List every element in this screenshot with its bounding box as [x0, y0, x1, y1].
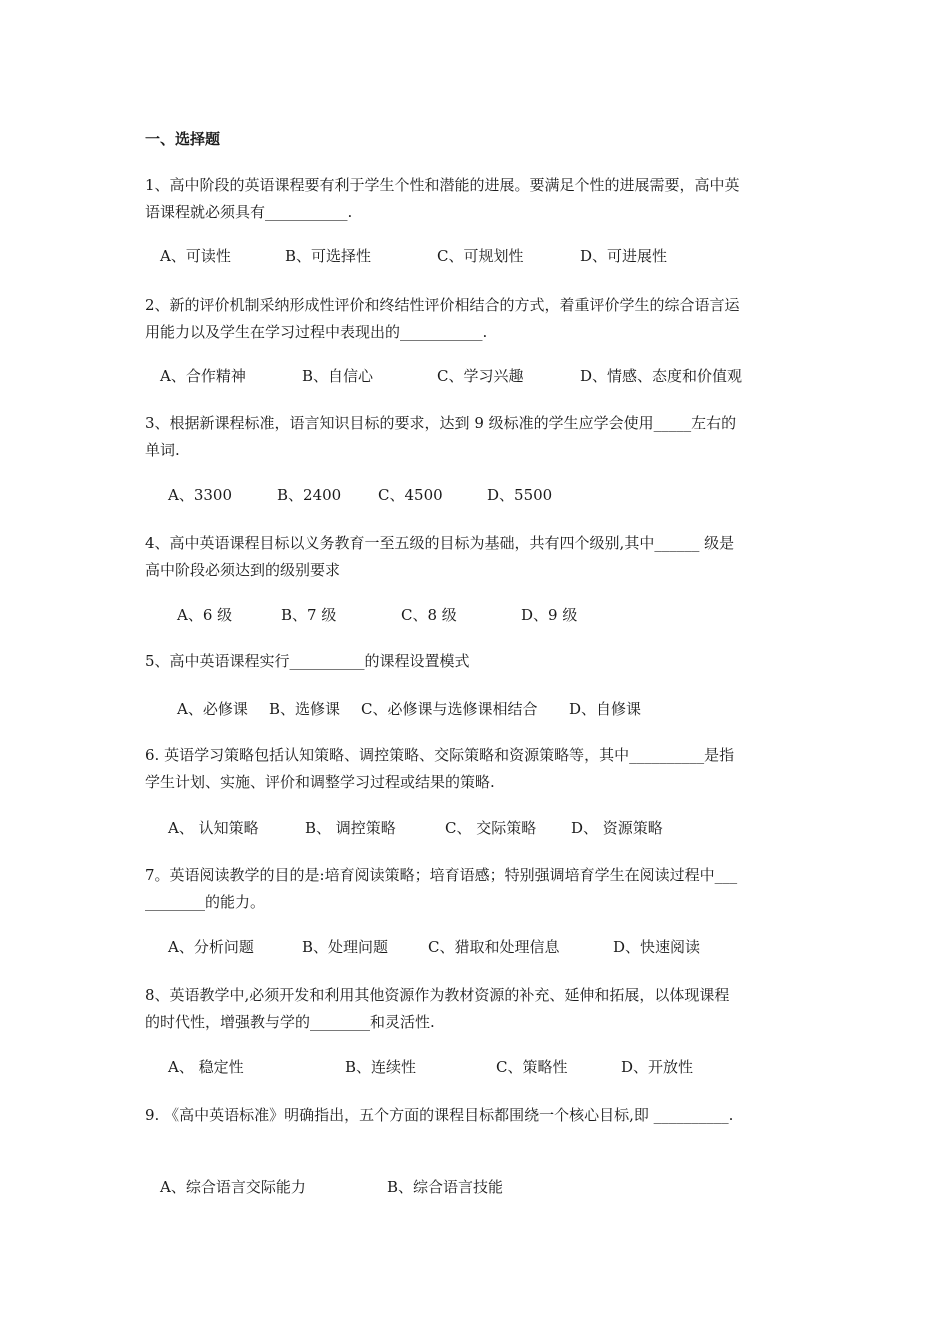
question-7 — [145, 862, 815, 916]
option-b[interactable]: B、7 级 — [281, 606, 337, 624]
question-5 — [145, 648, 815, 675]
question-text-line: 的时代性，增强教与学的________和灵活性. — [145, 1013, 435, 1031]
option-d[interactable]: D、自修课 — [569, 700, 642, 718]
option-b[interactable]: B、处理问题 — [302, 938, 389, 956]
option-a[interactable]: A、合作精神 — [160, 367, 246, 385]
question-text-line: 2、新的评价机制采纳形成性评价和终结性评价相结合的方式，着重评价学生的综合语言运 — [145, 296, 740, 314]
option-d[interactable]: D、快速阅读 — [613, 938, 701, 956]
option-a[interactable]: A、可读性 — [160, 247, 231, 265]
section-title: 一、选择题 — [145, 130, 221, 148]
option-b[interactable]: B、综合语言技能 — [387, 1178, 504, 1196]
option-b[interactable]: B、可选择性 — [285, 247, 372, 265]
question-text-line: 4、高中英语课程目标以义务教育一至五级的目标为基础，共有四个级别,其中______ 级是 — [145, 534, 735, 552]
option-b[interactable]: B、选修课 — [269, 700, 341, 718]
question-text-line: 5、高中英语课程实行__________的课程设置模式 — [145, 652, 470, 670]
option-c[interactable]: C、必修课与选修课相结合 — [361, 700, 538, 718]
question-1 — [145, 172, 815, 226]
option-c[interactable]: C、4500 — [378, 486, 443, 504]
question-6 — [145, 742, 815, 796]
option-d[interactable]: D、可进展性 — [580, 247, 668, 265]
option-a[interactable]: A、3300 — [168, 486, 233, 504]
option-a[interactable]: A、必修课 — [177, 700, 248, 718]
option-c[interactable]: C、猎取和处理信息 — [428, 938, 560, 956]
question-text-line: 1、高中阶段的英语课程要有利于学生个性和潜能的进展。要满足个性的进展需要，高中英 — [145, 176, 740, 194]
question-text-line: 8、英语教学中,必须开发和利用其他资源作为教材资源的补充、延伸和拓展，以体现课程 — [145, 986, 730, 1004]
question-text-line: 3、根据新课程标准，语言知识目标的要求，达到 9 级标准的学生应学会使用_____左右的 — [145, 414, 737, 432]
question-text-line: 高中阶段必须达到的级别要求 — [145, 561, 341, 579]
option-b[interactable]: B、2400 — [277, 486, 342, 504]
option-d[interactable]: D、9 级 — [521, 606, 578, 624]
option-a[interactable]: A、 认知策略 — [168, 819, 259, 837]
question-text-line: ________的能力。 — [145, 893, 266, 911]
option-d[interactable]: D、开放性 — [621, 1058, 694, 1076]
option-d[interactable]: D、情感、态度和价值观 — [580, 367, 743, 385]
question-text-line: 用能力以及学生在学习过程中表现出的___________. — [145, 323, 488, 341]
question-2 — [145, 292, 815, 346]
option-c[interactable]: C、策略性 — [496, 1058, 568, 1076]
question-4 — [145, 530, 815, 584]
option-b[interactable]: B、 调控策略 — [305, 819, 396, 837]
option-d[interactable]: D、 资源策略 — [571, 819, 663, 837]
option-d[interactable]: D、5500 — [487, 486, 553, 504]
question-text-line: 学生计划、实施、评价和调整学习过程或结果的策略. — [145, 773, 495, 791]
option-b[interactable]: B、连续性 — [345, 1058, 417, 1076]
option-b[interactable]: B、自信心 — [302, 367, 374, 385]
question-text-line: 单词. — [145, 441, 180, 459]
option-c[interactable]: C、 交际策略 — [445, 819, 537, 837]
question-text-line: 语课程就必须具有___________. — [145, 203, 353, 221]
option-c[interactable]: C、可规划性 — [437, 247, 524, 265]
question-text-line: 9. 《高中英语标准》明确指出，五个方面的课程目标都围绕一个核心目标,即 __________. — [145, 1106, 734, 1124]
option-a[interactable]: A、 稳定性 — [168, 1058, 244, 1076]
option-a[interactable]: A、分析问题 — [168, 938, 254, 956]
question-9 — [145, 1102, 815, 1129]
question-8 — [145, 982, 815, 1036]
question-text-line: 6. 英语学习策略包括认知策略、调控策略、交际策略和资源策略等，其中__________是指 — [145, 746, 735, 764]
option-c[interactable]: C、8 级 — [401, 606, 457, 624]
option-c[interactable]: C、学习兴趣 — [437, 367, 524, 385]
option-a[interactable]: A、6 级 — [177, 606, 233, 624]
question-text-line: 7。英语阅读教学的目的是:培育阅读策略；培育语感；特别强调培育学生在阅读过程中___ — [145, 866, 738, 884]
question-3 — [145, 410, 815, 464]
option-a[interactable]: A、综合语言交际能力 — [160, 1178, 306, 1196]
